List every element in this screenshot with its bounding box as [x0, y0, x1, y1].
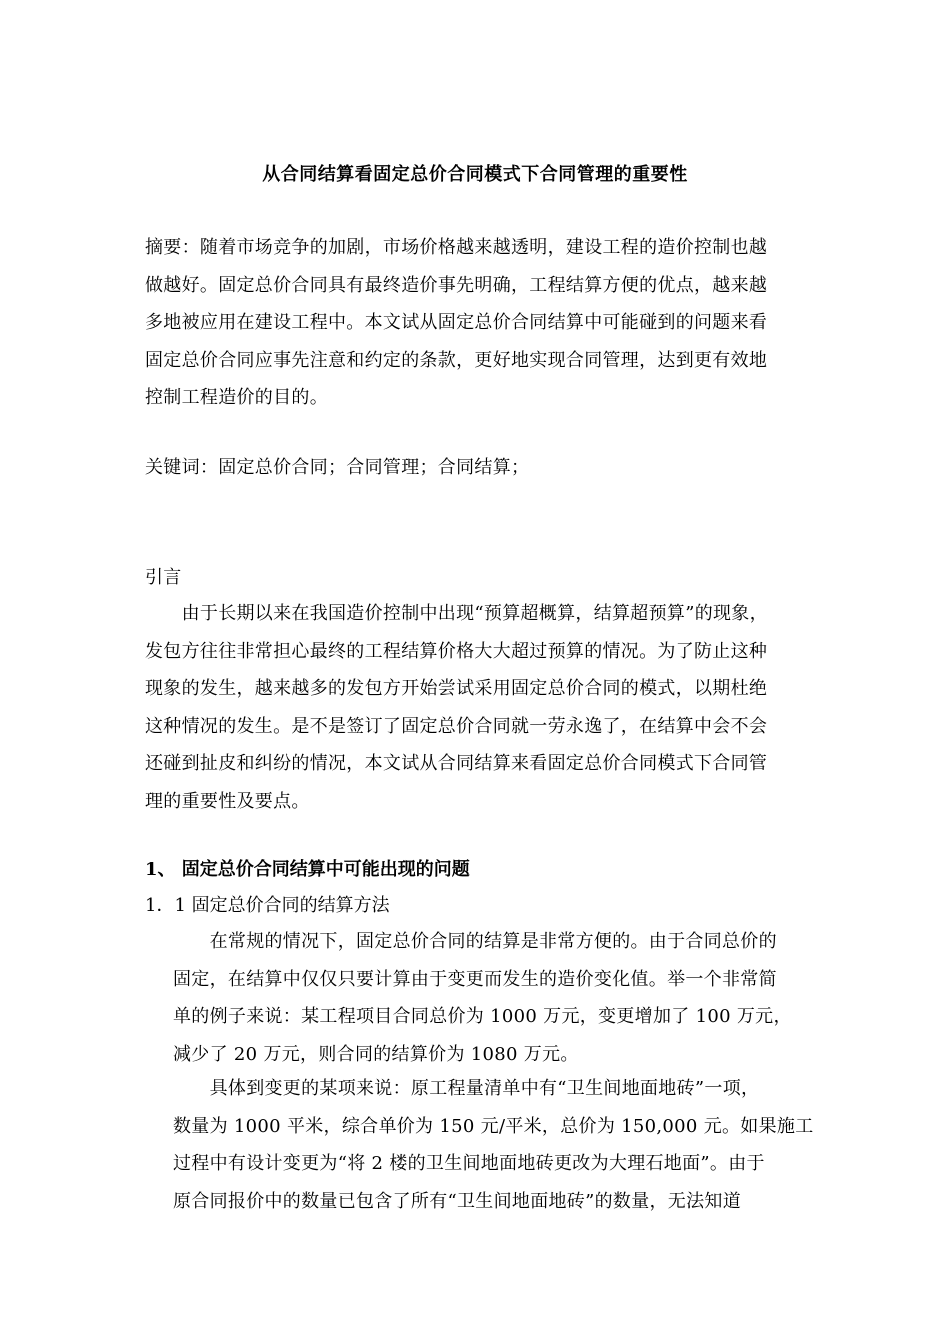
keywords: [145, 449, 807, 487]
abstract-line: 固定总价合同应事先注意和约定的条款，更好地实现合同管理，达到更有效地: [145, 349, 768, 371]
intro-line: 由于长期以来在我国造价控制中出现“预算超概算，结算超预算”的现象，: [145, 603, 768, 624]
intro-heading: [145, 559, 807, 597]
intro-line: 这种情况的发生。是不是签订了固定总价合同就一劳永逸了，在结算中会不会: [145, 715, 768, 737]
intro-heading-text: 引言: [145, 567, 182, 588]
intro-line: 理的重要性及要点。: [145, 790, 310, 812]
abstract-line: 控制工程造价的目的。: [145, 387, 328, 408]
section-1-heading: 1、 固定总价合同结算中可能出现的问题: [145, 859, 470, 880]
intro-line: 现象的发生，越来越多的发包方开始尝试采用固定总价合同的模式，以期杜绝: [145, 678, 768, 699]
section-1-1-paragraph-1: [173, 923, 813, 1073]
intro-line: 还碰到扯皮和纠纷的情况，本文试从合同结算来看固定总价合同模式下合同管: [145, 753, 768, 774]
section-1-1-paragraph-2: [173, 1070, 813, 1220]
abstract-line: 摘要：随着市场竞争的加剧，市场价格越来越透明，建设工程的造价控制也越: [145, 237, 768, 258]
document-title: 从合同结算看固定总价合同模式下合同管理的重要性: [262, 164, 688, 185]
paragraph-line: 具体到变更的某项来说：原工程量清单中有“卫生间地面地砖”一项，: [173, 1078, 760, 1099]
abstract-line: 多地被应用在建设工程中。本文试从固定总价合同结算中可能碰到的问题来看: [145, 312, 768, 333]
paragraph-line: 固定，在结算中仅仅只要计算由于变更而发生的造价变化值。举一个非常简: [173, 968, 777, 990]
abstract: [145, 229, 807, 417]
paragraph-line: 在常规的情况下，固定总价合同的结算是非常方便的。由于合同总价的: [173, 931, 777, 952]
intro-paragraph: [145, 595, 807, 820]
paragraph-line: 过程中有设计变更为“将 2 楼的卫生间地面地砖更改为大理石地面”。由于: [173, 1153, 765, 1174]
paragraph-line: 减少了 20 万元，则合同的结算价为 1080 万元。: [173, 1043, 579, 1065]
section-1-1-heading: 1．1 固定总价合同的结算方法: [145, 895, 390, 916]
paragraph-line: 原合同报价中的数量已包含了所有“卫生间地面地砖”的数量，无法知道: [173, 1190, 742, 1212]
paragraph-line: 单的例子来说：某工程项目合同总价为 1000 万元，变更增加了 100 万元，: [173, 1006, 792, 1027]
keywords-line: 关键词：固定总价合同；合同管理；合同结算；: [145, 457, 530, 478]
intro-line: 发包方往往非常担心最终的工程结算价格大大超过预算的情况。为了防止这种: [145, 640, 768, 662]
abstract-line: 做越好。固定总价合同具有最终造价事先明确，工程结算方便的优点，越来越: [145, 274, 768, 296]
paragraph-line: 数量为 1000 平米，综合单价为 150 元/平米，总价为 150,000 元。如果施工: [173, 1115, 814, 1137]
